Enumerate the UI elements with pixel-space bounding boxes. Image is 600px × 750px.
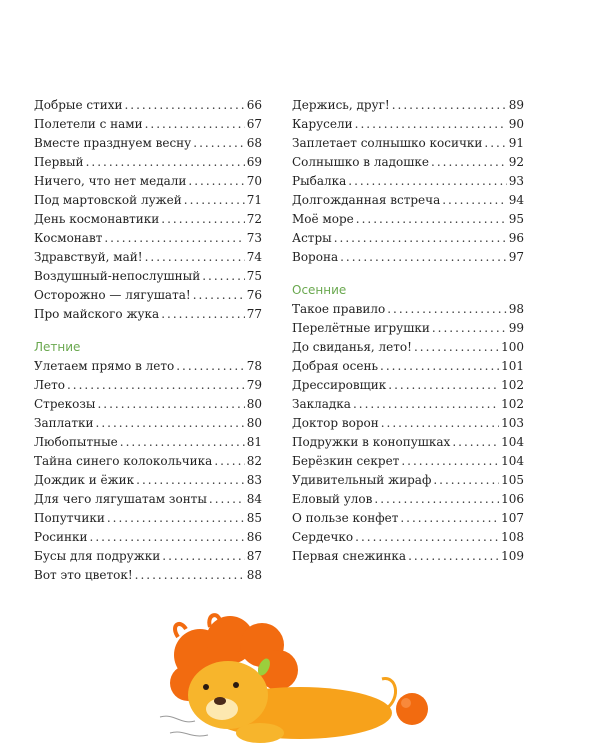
toc-entry-page: 94 (508, 193, 524, 207)
toc-leader-dots (136, 471, 245, 490)
lion-toy-icon (150, 605, 450, 750)
toc-leader-dots (433, 471, 499, 490)
toc-entry-title: Здравствуй, май! (34, 250, 143, 264)
toc-entry-title: Держись, друг! (292, 98, 390, 112)
toc-entry-page: 83 (246, 473, 262, 487)
toc-entry-title: День космонавтики (34, 212, 160, 226)
toc-entry-page: 92 (508, 155, 524, 169)
toc-entry-title: Перелётные игрушки (292, 321, 430, 335)
section-heading-summer: Летние (34, 340, 81, 354)
toc-entry (34, 509, 262, 528)
toc-entry-page: 98 (508, 302, 524, 316)
toc-leader-dots (184, 191, 245, 210)
toc-entry-page: 74 (246, 250, 262, 264)
toc-leader-dots (104, 229, 244, 248)
toc-entry (34, 433, 262, 452)
toc-entry-page: 88 (246, 568, 262, 582)
toc-leader-dots (107, 509, 245, 528)
toc-entry-title: Полетели с нами (34, 117, 143, 131)
toc-entry-page: 72 (246, 212, 262, 226)
toc-entry (292, 229, 524, 248)
toc-entry-page: 107 (501, 511, 524, 525)
toc-entry (292, 509, 524, 528)
toc-entry (292, 319, 524, 338)
toc-leader-dots (209, 490, 245, 509)
toc-leader-dots (124, 96, 244, 115)
toc-entry-title: Тайна синего колокольчика (34, 454, 213, 468)
toc-entry-page: 109 (501, 549, 524, 563)
toc-entry-page: 76 (246, 288, 262, 302)
toc-entry (34, 305, 262, 324)
toc-entry (292, 210, 524, 229)
toc-entry (34, 490, 262, 509)
toc-entry-page: 108 (501, 530, 524, 544)
toc-entry (292, 395, 524, 414)
toc-entry-page: 96 (508, 231, 524, 245)
toc-entry (292, 547, 524, 566)
toc-entry-title: Осторожно — лягушата! (34, 288, 191, 302)
toc-entry-page: 68 (246, 136, 262, 150)
toc-leader-dots (414, 338, 499, 357)
toc-leader-dots (96, 414, 245, 433)
toc-entry-title: Вот это цветок! (34, 568, 133, 582)
toc-entry (34, 191, 262, 210)
toc-entry (292, 528, 524, 547)
toc-leader-dots (90, 528, 245, 547)
toc-entry (34, 414, 262, 433)
toc-leader-dots (161, 305, 245, 324)
toc-entry (292, 191, 524, 210)
toc-leader-dots (381, 414, 499, 433)
toc-entry (292, 357, 524, 376)
toc-column-right (292, 96, 524, 566)
toc-entry-page: 99 (508, 321, 524, 335)
toc-entry-title: Добрые стихи (34, 98, 123, 112)
toc-leader-dots (348, 172, 506, 191)
toc-list-autumn (292, 300, 524, 566)
toc-entry-title: Попутчики (34, 511, 105, 525)
toc-entry (34, 376, 262, 395)
toc-entry (34, 547, 262, 566)
toc-leader-dots (431, 153, 507, 172)
toc-leader-dots (442, 191, 507, 210)
toc-entry (34, 471, 262, 490)
toc-entry-page: 86 (246, 530, 262, 544)
toc-list-summer (34, 357, 262, 585)
toc-leader-dots (355, 528, 499, 547)
toc-leader-dots (120, 433, 245, 452)
toc-entry (292, 153, 524, 172)
toc-entry-page: 101 (501, 359, 524, 373)
toc-entry-title: Под мартовской лужей (34, 193, 182, 207)
toc-leader-dots (193, 286, 245, 305)
toc-entry (34, 395, 262, 414)
toc-entry (292, 115, 524, 134)
toc-entry (34, 566, 262, 585)
toc-entry (292, 452, 524, 471)
toc-entry-page: 100 (501, 340, 524, 354)
toc-entry-title: До свиданья, лето! (292, 340, 412, 354)
toc-entry-title: Закладка (292, 397, 351, 411)
toc-entry-page: 84 (246, 492, 262, 506)
toc-entry-page: 75 (246, 269, 262, 283)
toc-entry-title: Воздушный-непослушный (34, 269, 201, 283)
toc-leader-dots (388, 376, 499, 395)
toc-leader-dots (408, 547, 499, 566)
toc-entry-page: 73 (246, 231, 262, 245)
toc-entry-page: 105 (501, 473, 524, 487)
toc-entry-title: Подружки в конопушках (292, 435, 451, 449)
toc-entry-title: Доктор ворон (292, 416, 379, 430)
toc-entry-page: 80 (246, 416, 262, 430)
toc-entry-page: 70 (246, 174, 262, 188)
toc-entry (34, 210, 262, 229)
toc-entry-page: 87 (246, 549, 262, 563)
toc-entry-page: 95 (508, 212, 524, 226)
toc-entry-title: Стрекозы (34, 397, 96, 411)
toc-entry-page: 77 (246, 307, 262, 321)
toc-entry-page: 66 (246, 98, 262, 112)
toc-entry-page: 90 (508, 117, 524, 131)
toc-entry (34, 172, 262, 191)
toc-entry-title: Дрессировщик (292, 378, 387, 392)
toc-entry-page: 102 (501, 397, 524, 411)
toc-entry-page: 97 (508, 250, 524, 264)
toc-entry (292, 172, 524, 191)
toc-entry-title: Для чего лягушатам зонты (34, 492, 207, 506)
toc-entry-title: Карусели (292, 117, 353, 131)
toc-leader-dots (97, 395, 244, 414)
toc-entry-page: 67 (246, 117, 262, 131)
toc-entry-title: Лето (34, 378, 65, 392)
toc-entry (292, 471, 524, 490)
toc-entry-title: Долгожданная встреча (292, 193, 441, 207)
toc-entry-title: Дождик и ёжик (34, 473, 135, 487)
toc-entry-title: Про майского жука (34, 307, 160, 321)
toc-entry (292, 490, 524, 509)
toc-entry-page: 79 (246, 378, 262, 392)
toc-entry (292, 376, 524, 395)
toc-leader-dots (214, 452, 244, 471)
toc-leader-dots (387, 300, 506, 319)
toc-entry-title: Любопытные (34, 435, 118, 449)
toc-entry-page: 103 (501, 416, 524, 430)
toc-entry-page: 104 (501, 435, 524, 449)
toc-entry (292, 300, 524, 319)
toc-entry-title: Еловый улов (292, 492, 373, 506)
toc-entry-title: Солнышко в ладошке (292, 155, 429, 169)
toc-entry-title: Рыбалка (292, 174, 347, 188)
toc-entry-title: Сердечко (292, 530, 354, 544)
toc-entry (34, 528, 262, 547)
toc-leader-dots (135, 566, 245, 585)
toc-entry (292, 248, 524, 267)
toc-leader-dots (400, 509, 499, 528)
toc-leader-dots (202, 267, 244, 286)
toc-entry-page: 81 (246, 435, 262, 449)
toc-entry-page: 89 (508, 98, 524, 112)
toc-entry-title: Берёзкин секрет (292, 454, 400, 468)
toc-entry-title: Росинки (34, 530, 88, 544)
toc-entry (34, 96, 262, 115)
toc-entry-title: О пользе конфет (292, 511, 399, 525)
toc-entry-title: Заплатки (34, 416, 94, 430)
toc-entry-title: Вместе празднуем весну (34, 136, 192, 150)
toc-entry-title: Удивительный жираф (292, 473, 432, 487)
toc-leader-dots (340, 248, 507, 267)
toc-entry-page: 69 (246, 155, 262, 169)
toc-entry (34, 357, 262, 376)
toc-entry (292, 338, 524, 357)
toc-leader-dots (356, 210, 507, 229)
toc-entry-title: Добрая осень (292, 359, 379, 373)
toc-leader-dots (145, 115, 245, 134)
toc-entry-title: Первая снежинка (292, 549, 407, 563)
toc-leader-dots (86, 153, 245, 172)
toc-leader-dots (67, 376, 245, 395)
toc-entry-title: Космонавт (34, 231, 103, 245)
toc-entry-page: 85 (246, 511, 262, 525)
toc-entry-title: Астры (292, 231, 332, 245)
toc-entry (34, 267, 262, 286)
toc-entry-title: Первый (34, 155, 84, 169)
toc-leader-dots (334, 229, 507, 248)
toc-entry (34, 153, 262, 172)
toc-entry-title: Такое правило (292, 302, 386, 316)
toc-list-summer-continued (292, 96, 524, 267)
toc-leader-dots (401, 452, 499, 471)
toc-leader-dots (452, 433, 499, 452)
toc-entry-page: 91 (508, 136, 524, 150)
toc-leader-dots (380, 357, 499, 376)
toc-entry (34, 229, 262, 248)
toc-leader-dots (162, 547, 244, 566)
toc-leader-dots (353, 395, 499, 414)
toc-entry-page: 102 (501, 378, 524, 392)
toc-entry-page: 80 (246, 397, 262, 411)
toc-entry (34, 134, 262, 153)
toc-entry-title: Моё море (292, 212, 354, 226)
toc-leader-dots (355, 115, 507, 134)
toc-entry-page: 82 (246, 454, 262, 468)
toc-entry-page: 78 (246, 359, 262, 373)
toc-entry-title: Ничего, что нет медали (34, 174, 187, 188)
toc-leader-dots (161, 210, 244, 229)
toc-leader-dots (432, 319, 507, 338)
toc-entry (34, 115, 262, 134)
toc-entry (292, 414, 524, 433)
toc-entry (34, 286, 262, 305)
toc-entry-page: 106 (501, 492, 524, 506)
toc-entry-title: Заплетает солнышко косички (292, 136, 483, 150)
toc-entry (34, 248, 262, 267)
toc-entry-page: 93 (508, 174, 524, 188)
toc-leader-dots (188, 172, 244, 191)
toc-entry (292, 96, 524, 115)
toc-entry-title: Ворона (292, 250, 339, 264)
toc-column-left (34, 96, 262, 585)
toc-entry-page: 71 (246, 193, 262, 207)
toc-leader-dots (392, 96, 507, 115)
toc-leader-dots (374, 490, 499, 509)
toc-leader-dots (484, 134, 506, 153)
toc-leader-dots (145, 248, 245, 267)
toc-entry (292, 134, 524, 153)
toc-leader-dots (176, 357, 244, 376)
section-heading-autumn: Осенние (292, 283, 347, 297)
toc-entry-page: 104 (501, 454, 524, 468)
toc-entry-title: Улетаем прямо в лето (34, 359, 175, 373)
toc-entry-title: Бусы для подружки (34, 549, 161, 563)
toc-entry (34, 452, 262, 471)
toc-entry (292, 433, 524, 452)
toc-leader-dots (193, 134, 244, 153)
toc-list-spring (34, 96, 262, 324)
